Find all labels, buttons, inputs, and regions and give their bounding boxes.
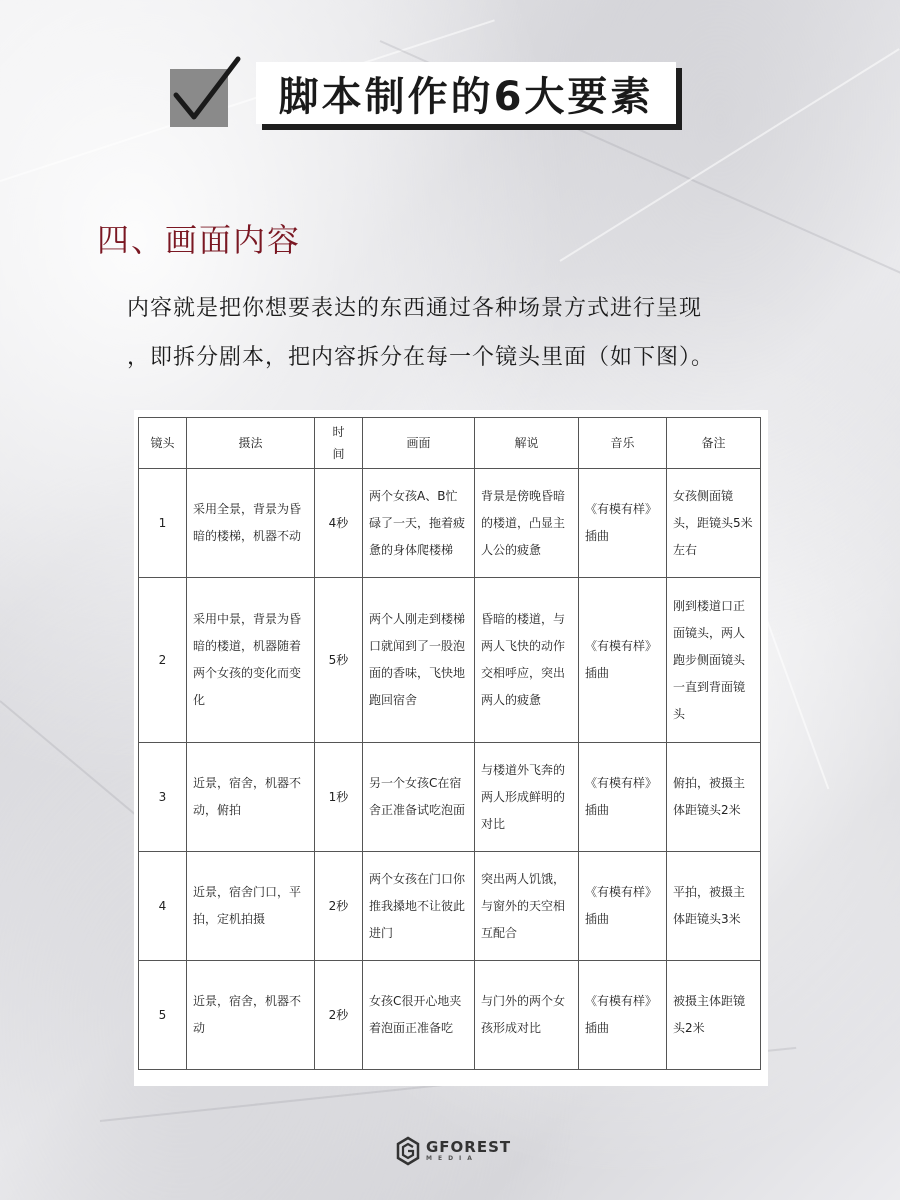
scene-cell: 两个女孩在门口你推我搡地不让彼此进门 (363, 852, 475, 961)
table-row (139, 743, 761, 852)
shot-table (138, 417, 761, 1070)
title-box (256, 62, 676, 124)
notes-cell: 俯拍，被摄主体距镜头2米 (667, 743, 761, 852)
scene-cell: 女孩C很开心地夹着泡面正准备吃 (363, 961, 475, 1070)
header-cell: 备注 (667, 418, 761, 469)
music-cell: 《有模有样》插曲 (579, 578, 667, 743)
section-title: 四、画面内容 (97, 221, 302, 259)
header-cell: 画面 (363, 418, 475, 469)
technique-cell: 近景，宿舍，机器不动 (187, 961, 315, 1070)
notes-cell: 被摄主体距镜头2米 (667, 961, 761, 1070)
duration-cell: 2秒 (315, 852, 363, 961)
music-cell: 《有模有样》插曲 (579, 743, 667, 852)
technique-cell: 近景，宿舍门口，平拍，定机拍摄 (187, 852, 315, 961)
notes-cell: 刚到楼道口正面镜头，两人跑步侧面镜头一直到背面镜头 (667, 578, 761, 743)
music-cell: 《有模有样》插曲 (579, 852, 667, 961)
scene-cell: 两个女孩A、B忙碌了一天，拖着疲惫的身体爬楼梯 (363, 469, 475, 578)
scene-cell: 两个人刚走到楼梯口就闻到了一股泡面的香味，飞快地跑回宿舍 (363, 578, 475, 743)
table-image (134, 410, 768, 1086)
header-cell: 镜头 (139, 418, 187, 469)
narration-cell: 昏暗的楼道，与两人飞快的动作交相呼应，突出两人的疲惫 (475, 578, 579, 743)
duration-cell: 5秒 (315, 578, 363, 743)
table-header-row (139, 418, 761, 469)
narration-cell: 突出两人饥饿，与窗外的天空相互配合 (475, 852, 579, 961)
header-cell: 摄法 (187, 418, 315, 469)
page-title: 脚本制作的6大要素 (278, 73, 654, 120)
header-cell: 解说 (475, 418, 579, 469)
notes-cell: 平拍，被摄主体距镜头3米 (667, 852, 761, 961)
shot-number-cell: 5 (139, 961, 187, 1070)
shot-number-cell: 4 (139, 852, 187, 961)
shot-number-cell: 2 (139, 578, 187, 743)
table-row (139, 961, 761, 1070)
checkbox-icon (168, 63, 228, 123)
table-row (139, 578, 761, 743)
table-row (139, 852, 761, 961)
paper-texture (759, 601, 829, 790)
duration-cell: 2秒 (315, 961, 363, 1070)
table-row (139, 469, 761, 578)
header-cell: 时间 (315, 418, 363, 469)
narration-cell: 与门外的两个女孩形成对比 (475, 961, 579, 1070)
narration-cell: 与楼道外飞奔的两人形成鲜明的对比 (475, 743, 579, 852)
shot-number-cell: 3 (139, 743, 187, 852)
duration-cell: 1秒 (315, 743, 363, 852)
brand-logo (396, 1136, 511, 1166)
brand-sub: MEDIA (426, 1155, 478, 1162)
duration-cell: 4秒 (315, 469, 363, 578)
brand-name: GFOREST (426, 1138, 512, 1156)
music-cell: 《有模有样》插曲 (579, 469, 667, 578)
narration-cell: 背景是傍晚昏暗的楼道，凸显主人公的疲惫 (475, 469, 579, 578)
paragraph-line-2: ，即拆分剧本，把内容拆分在每一个镜头里面（如下图）。 (127, 345, 715, 370)
gforest-logo-icon (396, 1136, 420, 1166)
notes-cell: 女孩侧面镜头，距镜头5米左右 (667, 469, 761, 578)
scene-cell: 另一个女孩C在宿舍正准备试吃泡面 (363, 743, 475, 852)
header-cell: 音乐 (579, 418, 667, 469)
technique-cell: 采用中景，背景为昏暗的楼道，机器随着两个女孩的变化而变化 (187, 578, 315, 743)
header (168, 62, 676, 124)
shot-number-cell: 1 (139, 469, 187, 578)
music-cell: 《有模有样》插曲 (579, 961, 667, 1070)
technique-cell: 采用全景，背景为昏暗的楼梯，机器不动 (187, 469, 315, 578)
technique-cell: 近景，宿舍，机器不动，俯拍 (187, 743, 315, 852)
paragraph-line-1: 内容就是把你想要表达的东西通过各种场景方式进行呈现 (127, 296, 703, 321)
